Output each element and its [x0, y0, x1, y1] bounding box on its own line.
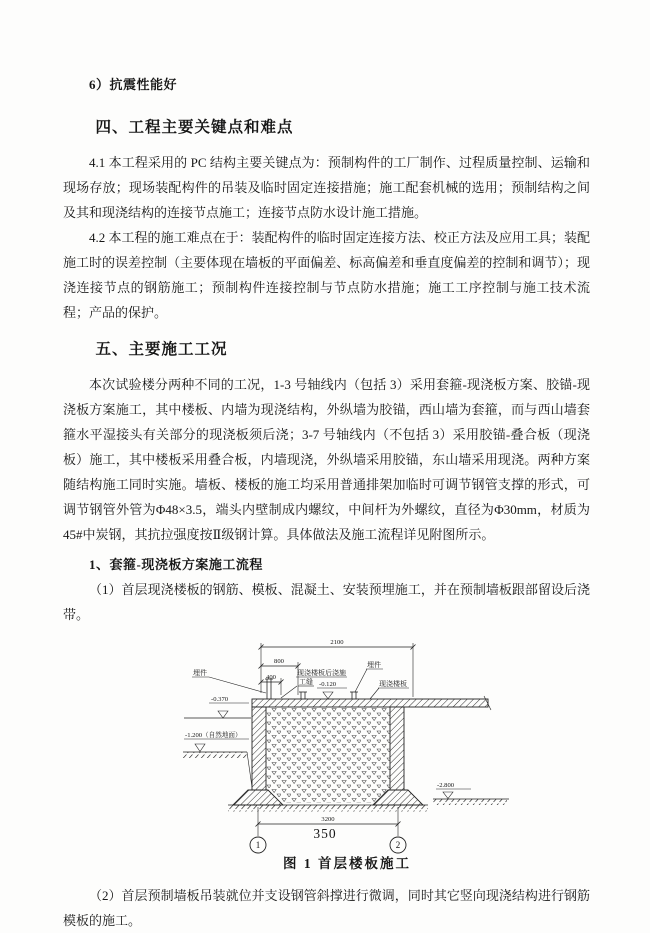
elevation-label-natural-ground: -1.200（自然地面）: [185, 732, 242, 739]
left-wall: [252, 707, 266, 790]
embedded-part-mid-dowel: [299, 692, 307, 699]
dimension-800: [259, 658, 301, 695]
elevation-label-2800: -2.800: [437, 782, 455, 789]
elevation-symbol: [195, 744, 205, 752]
figure-caption: 图 1 首层楼板施工: [283, 856, 411, 871]
svg-text:埋件: 埋件: [193, 669, 207, 677]
backfill-body: [266, 707, 390, 803]
svg-text:现浇楼板: 现浇楼板: [379, 680, 407, 688]
list-item-6: 6）抗震性能好: [89, 77, 178, 92]
natural-ground-hatch: [183, 752, 247, 758]
floor-slab: [252, 699, 488, 707]
elevation-symbol: [218, 711, 228, 718]
paragraph-5: 本次试验楼分两种不同的工况，1-3 号轴线内（包括 3）采用套箍-现浇板方案、胶锚-现浇板方案施工，其中楼板、内墙为现浇结构，外纵墙为胶锚，西山墙为套箍，而与西山墙套箍水平湿接头有关部分的现浇板须后浇；3-7 号轴线内（不包括 3）采用胶锚-叠合板（现浇板）施工，其中楼板采用叠合板，内墙现浇，外纵墙采用胶锚，东山墙采用现浇。两种方案随结构施工同时实施。墙板、楼板的施工均采用普通排架加临时可调节钢管支撑的形式，可调节钢管外管为Φ48×3.5，端头内壁制成内螺纹，中间杆为外螺纹，直径为Φ30mm，材质为 45#中炭钢，其抗拉强度按Ⅱ级钢计算。具体做法及施工流程详见附图所示。: [63, 377, 590, 542]
elevation-symbol: [443, 792, 453, 799]
callout-construction-joint: [281, 668, 347, 698]
step-1-text: （1）首层现浇楼板的钢筋、模板、混凝土、安装预埋施工，并在预制墙板跟部留设后浇带。: [63, 582, 590, 622]
section-heading-4: 四、工程主要关键点和难点: [95, 119, 294, 136]
right-wall: [390, 707, 404, 790]
subheading-1: 1、套箍-现浇板方案施工流程: [89, 557, 263, 572]
elevation-label-0370: -0.370: [211, 696, 229, 703]
svg-text:2: 2: [395, 840, 401, 850]
page-content: [63, 0, 590, 933]
paragraph-4-2: 4.2 本工程的施工难点在于：装配构件的临时固定连接方法、校正方法及应用工具；装配施工时的误差控制（主要体现在墙板的平面偏差、标高偏差和垂直度偏差的控制和调节）；现浇连接节点的钢筋施工；预制构件连接控制与节点防水措施；施工工序控制与施工技术流程；产品的保护。: [63, 230, 590, 320]
svg-text:工缝: 工缝: [299, 678, 313, 686]
elevation-symbol: [323, 692, 333, 699]
svg-text:3200: 3200: [321, 816, 335, 823]
paragraph-4-1: 4.1 本工程采用的 PC 结构主要关键点为：预制构件的工厂制作、过程质量控制、运输和现场存放；现场装配构件的吊装及临时固定连接措施；施工配套机械的选用；预制结构之间及其和现浇结构的连接节点施工；连接节点防水设计施工措施。: [63, 155, 590, 220]
construction-section-drawing: [181, 635, 513, 857]
svg-text:400: 400: [266, 674, 276, 681]
right-ground-hatch: [433, 799, 507, 805]
embedded-part-right-dowel: [350, 692, 358, 699]
elevation-label-0120: -0.120: [319, 681, 337, 688]
excavation-slope-line: [247, 752, 252, 787]
step-2-text: （2）首层预制墙板吊装就位并支设钢管斜撑进行微调，同时其它竖向现浇结构进行钢筋模板的施工。: [63, 888, 590, 928]
callout-embed-left: [192, 668, 266, 693]
page-number: 350: [313, 826, 337, 841]
svg-text:现浇楼板后浇施: 现浇楼板后浇施: [297, 669, 346, 677]
section-heading-5: 五、主要施工工况: [95, 341, 228, 358]
svg-text:800: 800: [274, 658, 284, 665]
svg-text:1: 1: [255, 840, 261, 850]
svg-text:埋件: 埋件: [367, 661, 381, 669]
svg-text:2100: 2100: [330, 639, 344, 646]
callout-cast-slab: [370, 679, 409, 699]
